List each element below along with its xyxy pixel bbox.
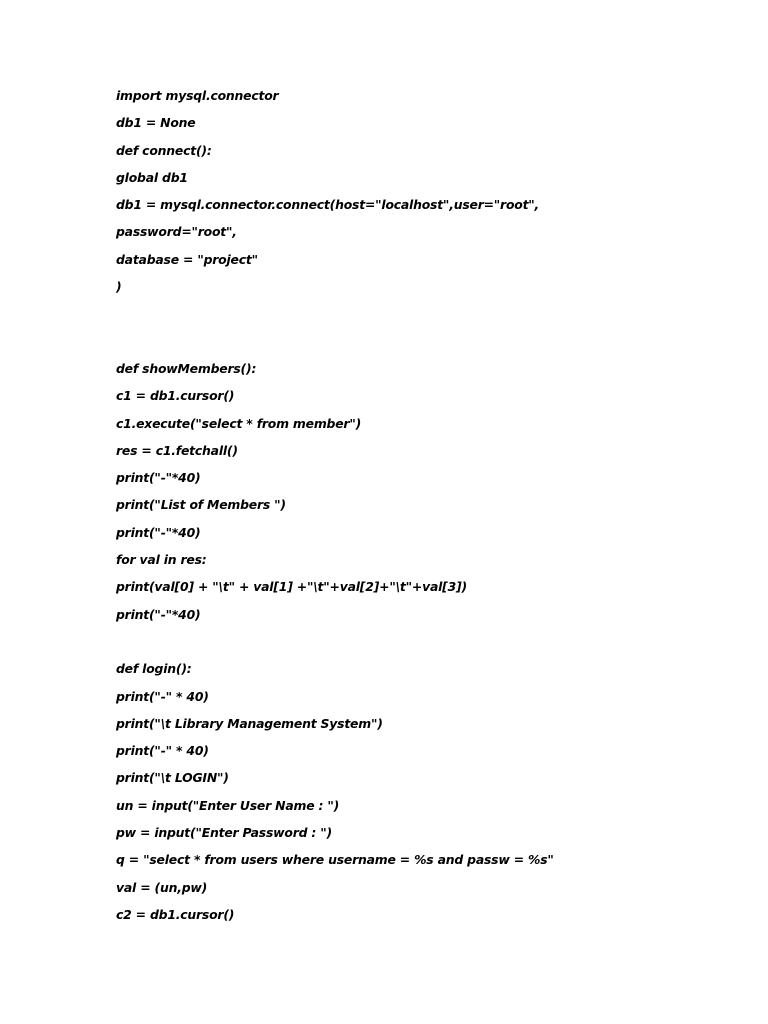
code-line: print("-"*40) xyxy=(116,470,201,486)
code-line: password="root", xyxy=(116,224,237,240)
code-line: pw = input("Enter Password : ") xyxy=(116,825,333,841)
code-line: def login(): xyxy=(116,661,192,677)
code-line: def showMembers(): xyxy=(116,360,257,376)
code-line: global db1 xyxy=(116,169,188,185)
code-line: print("-" * 40) xyxy=(116,688,209,704)
code-line: print("\t LOGIN") xyxy=(116,770,229,786)
code-line: print("List of Members ") xyxy=(116,497,286,513)
blank-line xyxy=(116,632,736,659)
code-line: c1 = db1.cursor() xyxy=(116,388,235,404)
code-line: db1 = None xyxy=(116,115,196,131)
code-listing xyxy=(116,86,736,932)
code-line: db1 = mysql.connector.connect(host="localhost",user="root", xyxy=(116,197,540,213)
code-line: c1.execute("select * from member") xyxy=(116,415,362,431)
code-line: database = "project" xyxy=(116,251,258,267)
code-line: q = "select * from users where username = %s and passw = %s" xyxy=(116,852,554,868)
code-line: def connect(): xyxy=(116,142,212,158)
code-line: c2 = db1.cursor() xyxy=(116,906,235,922)
code-line: res = c1.fetchall() xyxy=(116,442,238,458)
code-line: for val in res: xyxy=(116,552,207,568)
code-line: un = input("Enter User Name : ") xyxy=(116,797,340,813)
code-line: print("-" * 40) xyxy=(116,743,209,759)
code-line: print("-"*40) xyxy=(116,606,201,622)
code-line: print(val[0] + "\t" + val[1] +"\t"+val[2]+"\t"+val[3]) xyxy=(116,579,467,595)
code-line: import mysql.connector xyxy=(116,88,279,103)
blank-line xyxy=(116,332,736,359)
blank-line xyxy=(116,304,736,331)
code-line: ) xyxy=(116,279,122,295)
code-line: print("-"*40) xyxy=(116,524,201,540)
code-line: print("\t Library Management System") xyxy=(116,715,383,731)
code-line: val = (un,pw) xyxy=(116,879,208,895)
